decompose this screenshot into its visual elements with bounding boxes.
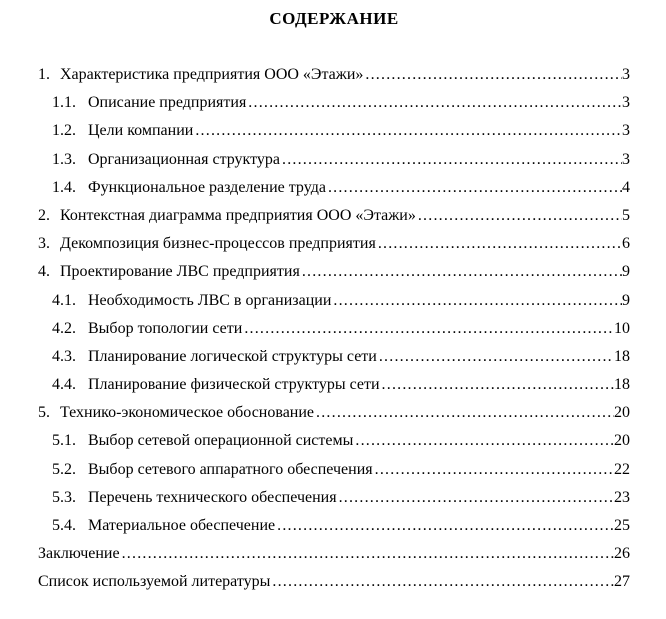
toc-leader-dots xyxy=(331,287,622,315)
toc-entry-label: Цели компании xyxy=(88,122,194,140)
toc-entry[interactable] xyxy=(38,146,630,174)
toc-entry-page: 3 xyxy=(622,66,630,83)
toc-list xyxy=(38,61,630,597)
toc-leader-dots xyxy=(270,568,614,596)
toc-entry[interactable] xyxy=(38,89,630,117)
toc-entry-number: 1. xyxy=(38,66,50,83)
toc-entry-number: 1.2. xyxy=(52,122,76,140)
toc-entry-page: 23 xyxy=(614,488,630,506)
toc-entry-label: Проектирование ЛВС предприятия xyxy=(60,263,300,281)
toc-entry-number: 4. xyxy=(38,263,50,281)
toc-entry-page: 5 xyxy=(622,206,630,224)
toc-entry-page: 20 xyxy=(614,404,630,422)
toc-leader-dots xyxy=(193,117,622,145)
toc-entry-number: 5. xyxy=(38,404,50,422)
toc-entry-page: 27 xyxy=(614,573,630,591)
toc-entry-number: 5.4. xyxy=(52,517,76,534)
toc-leader-dots xyxy=(376,230,622,258)
toc-entry-number: 1.1. xyxy=(52,94,76,112)
toc-leader-dots xyxy=(326,174,622,202)
toc-entry-label: Необходимость ЛВС в организации xyxy=(88,291,332,309)
toc-entry-number: 5.1. xyxy=(52,432,76,450)
toc-leader-dots xyxy=(353,427,614,455)
toc-entry-label: Заключение xyxy=(38,545,120,563)
toc-entry[interactable] xyxy=(38,568,630,596)
toc-entry[interactable] xyxy=(38,117,630,145)
toc-entry-page: 3 xyxy=(622,122,630,140)
toc-entry[interactable] xyxy=(38,540,630,568)
toc-leader-dots xyxy=(377,343,614,371)
toc-entry-number: 1.4. xyxy=(52,178,76,196)
toc-entry-label: Перечень технического обеспечения xyxy=(88,488,337,506)
toc-entry-label: Организационная структура xyxy=(88,150,280,168)
toc-entry[interactable] xyxy=(38,258,630,286)
toc-leader-dots xyxy=(120,540,614,568)
toc-entry-page: 10 xyxy=(614,319,630,337)
toc-entry-page: 3 xyxy=(622,150,630,168)
toc-entry-label: Список используемой литературы xyxy=(38,573,271,591)
toc-entry[interactable] xyxy=(38,512,630,540)
toc-entry-page: 6 xyxy=(622,235,630,253)
toc-entry-page: 18 xyxy=(614,376,630,394)
toc-entry-page: 25 xyxy=(614,517,630,534)
toc-entry-page: 18 xyxy=(614,347,630,365)
toc-entry-page: 3 xyxy=(622,94,630,112)
toc-entry[interactable] xyxy=(38,371,630,399)
toc-entry[interactable] xyxy=(38,287,630,315)
toc-entry-label: Декомпозиция бизнес-процессов предприятия xyxy=(60,235,376,253)
toc-leader-dots xyxy=(416,202,622,230)
toc-leader-dots xyxy=(337,484,614,512)
page-title: СОДЕРЖАНИЕ xyxy=(269,9,399,28)
toc-entry-number: 2. xyxy=(38,206,50,224)
toc-entry-label: Выбор сетевого аппаратного обеспечения xyxy=(88,460,373,478)
toc-entry-label: Характеристика предприятия ООО «Этажи» xyxy=(60,66,364,83)
toc-entry[interactable] xyxy=(38,174,630,202)
toc-entry-page: 9 xyxy=(622,263,630,281)
toc-entry-page: 22 xyxy=(614,460,630,478)
toc-entry-number: 4.4. xyxy=(52,376,76,394)
toc-entry-page: 9 xyxy=(622,291,630,309)
toc-leader-dots xyxy=(246,89,622,117)
toc-leader-dots xyxy=(300,258,622,286)
toc-entry-number: 5.2. xyxy=(52,460,76,478)
toc-entry[interactable] xyxy=(38,230,630,258)
toc-entry-number: 5.3. xyxy=(52,488,76,506)
toc-entry-label: Планирование физической структуры сети xyxy=(88,376,380,394)
toc-entry-label: Планирование логической структуры сети xyxy=(88,347,377,365)
toc-entry-page: 26 xyxy=(614,545,630,563)
toc-entry-number: 3. xyxy=(38,235,50,253)
toc-entry-page: 20 xyxy=(614,432,630,450)
toc-leader-dots xyxy=(280,146,622,174)
toc-entry-label: Выбор топологии сети xyxy=(88,319,243,337)
toc-leader-dots xyxy=(363,61,622,89)
toc-entry-label: Материальное обеспечение xyxy=(88,517,276,534)
toc-leader-dots xyxy=(373,456,614,484)
toc-entry[interactable] xyxy=(38,427,630,455)
toc-entry-number: 1.3. xyxy=(52,150,76,168)
toc-leader-dots xyxy=(314,399,614,427)
toc-leader-dots xyxy=(242,315,614,343)
toc-entry-label: Технико-экономическое обоснование xyxy=(60,404,315,422)
toc-leader-dots xyxy=(380,371,614,399)
toc-entry[interactable] xyxy=(38,61,630,89)
toc-entry[interactable] xyxy=(38,399,630,427)
toc-entry[interactable] xyxy=(38,484,630,512)
toc-entry[interactable] xyxy=(38,315,630,343)
toc-entry[interactable] xyxy=(38,456,630,484)
toc-entry-label: Описание предприятия xyxy=(88,94,247,112)
toc-leader-dots xyxy=(275,512,614,540)
toc-entry-number: 4.3. xyxy=(52,347,76,365)
toc-entry-page: 4 xyxy=(622,178,630,196)
toc-entry-label: Функциональное разделение труда xyxy=(88,178,326,196)
toc-entry[interactable] xyxy=(38,202,630,230)
toc-entry[interactable] xyxy=(38,343,630,371)
toc-entry-label: Контекстная диаграмма предприятия ООО «Этажи» xyxy=(60,206,416,224)
toc-entry-label: Выбор сетевой операционной системы xyxy=(88,432,354,450)
toc-entry-number: 4.2. xyxy=(52,319,76,337)
toc-entry-number: 4.1. xyxy=(52,291,76,309)
